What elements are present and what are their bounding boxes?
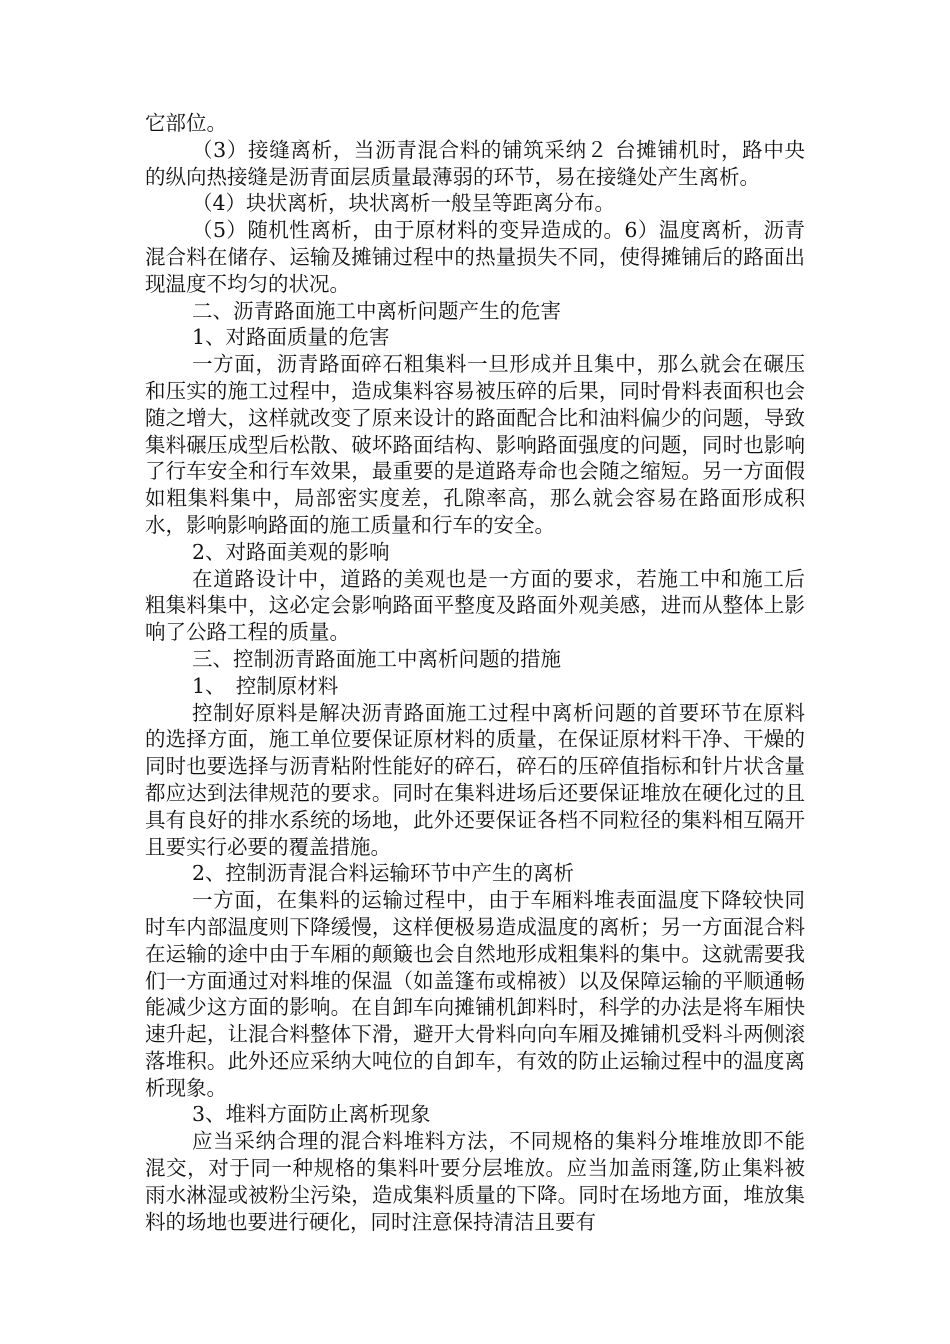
paragraph-transport: 一方面，在集料的运输过程中，由于车厢料堆表面温度下降较快同时车内部温度则下降缓慢，这样便极易造成温度的离析；另一方面混合料在运输的途中由于车厢的颠簸也会自然地形成粗集料的集中。这就需要我们一方面通过对料堆的保温（如盖篷布或棉被）以及保障运输的平顺通畅能减少这方面的影响。在自卸车向摊铺机卸料时，科学的办法是将车厢快速升起，让混合料整体下滑，避开大骨料向向车厢及摊铺机受料斗两侧滚落堆积。此外还应采纳大吨位的自卸车，有效的防止运输过程中的温度离析现象。: [145, 888, 805, 1100]
subheading-raw-materials: 1、 控制原材料: [192, 673, 339, 698]
paragraph-raw-materials: 控制好原料是解决沥青路面施工过程中离析问题的首要环节在原料的选择方面，施工单位要保证原材料的质量，在保证原材料干净、干燥的同时也要选择与沥青粘附性能好的碎石，碎石的压碎值指标和针片状含量都应达到法律规范的要求。同时在集料进场后还要保证堆放在硬化过的且具有良好的排水系统的场地，此外还要保证各档不同粒径的集料相互隔开且要实行必要的覆盖措施。: [145, 700, 805, 859]
subheading-stockpile: 3、堆料方面防止离析现象: [192, 1102, 431, 1127]
subheading-appearance-impact: 2、对路面美观的影响: [192, 539, 390, 564]
paragraph-block-segregation: （4）块状离析，块状离析一般呈等距离分布。: [192, 191, 616, 216]
paragraph-joint-segregation: （3）接缝离析，当沥青混合料的铺筑采纳２ 台摊铺机时，路中央的纵向热接缝是沥青面层质量最薄弱的环节，易在接缝处产生离析。: [145, 137, 805, 189]
document-body: [145, 110, 805, 1235]
paragraph-stockpile: 应当采纳合理的混合料堆料方法，不同规格的集料分堆堆放即不能混交，对于同一种规格的集料叶要分层堆放。应当加盖雨篷,防止集料被雨水淋湿或被粉尘污染，造成集料质量的下降。同时在场地方面，堆放集料的场地也要进行硬化，同时注意保持清洁且要有: [145, 1129, 805, 1234]
paragraph-appearance-impact: 在道路设计中，道路的美观也是一方面的要求，若施工中和施工后粗集料集中，这必定会影响路面平整度及路面外观美感，进而从整体上影响了公路工程的质量。: [145, 566, 805, 645]
paragraph-continuation: 它部位。: [145, 111, 227, 135]
section-heading-hazards: 二、沥青路面施工中离析问题产生的危害: [192, 298, 561, 323]
subheading-quality-hazard: 1、对路面质量的危害: [192, 325, 390, 350]
section-heading-measures: 三、控制沥青路面施工中离析问题的措施: [192, 646, 561, 671]
paragraph-quality-hazard: 一方面，沥青路面碎石粗集料一旦形成并且集中，那么就会在碾压和压实的施工过程中，造成集料容易被压碎的后果，同时骨料表面积也会随之增大，这样就改变了原来设计的路面配合比和油料偏少的问题，导致集料碾压成型后松散、破坏路面结构、影响路面强度的问题，同时也影响了行车安全和行车效果，最重要的是道路寿命也会随之缩短。另一方面假如粗集料集中，局部密实度差，孔隙率高，那么就会容易在路面形成积水，影响影响路面的施工质量和行车的安全。: [145, 352, 805, 537]
subheading-transport: 2、控制沥青混合料运输环节中产生的离析: [192, 861, 575, 886]
paragraph-random-temperature-segregation: （5）随机性离析，由于原材料的变异造成的。6）温度离析，沥青混合料在储存、运输及摊铺过程中的热量损失不同，使得摊铺后的路面出现温度不均匀的状况。: [145, 218, 805, 296]
